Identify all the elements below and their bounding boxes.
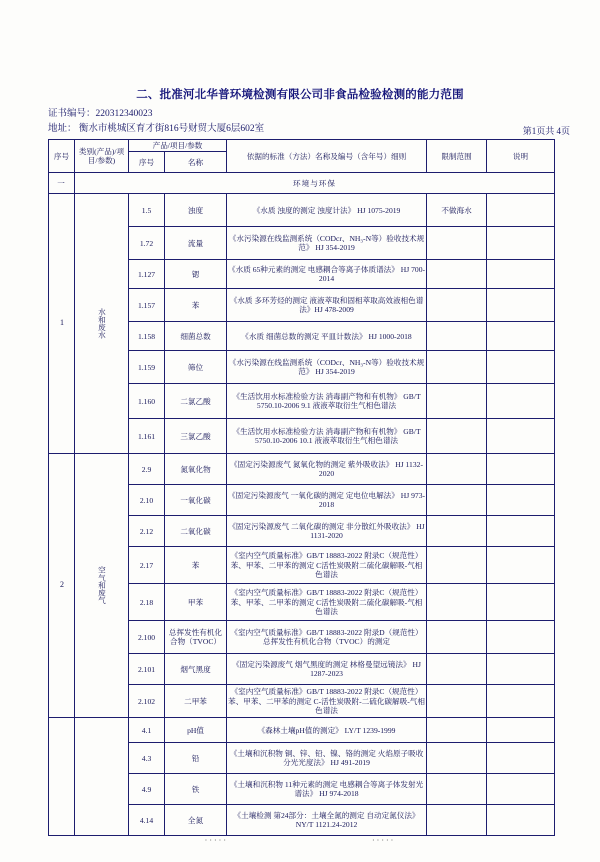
- item-standard: 《水质 细菌总数的测定 平皿计数法》 HJ 1000-2018: [227, 322, 427, 351]
- item-name: 三氯乙酸: [165, 419, 227, 454]
- item-limit: [427, 805, 487, 836]
- item-standard: 《室内空气质量标准》GB/T 18883-2022 附录D（规范性）总挥发性有机化合物（TVOC）的测定: [227, 621, 427, 654]
- item-name: 锶: [165, 260, 227, 289]
- item-note: [487, 227, 555, 260]
- item-standard: 《室内空气质量标准》GB/T 18883-2022 附录C（规范性）苯、甲苯、二甲苯的测定 C活性炭吸附二硫化碳解吸-气相色谱法: [227, 547, 427, 584]
- item-limit: 不做海水: [427, 194, 487, 227]
- header-note: 说明: [487, 140, 555, 173]
- item-standard: 《土壤和沉积物 11种元素的测定 电感耦合等离子体发射光谱法》 HJ 974-2018: [227, 774, 427, 805]
- item-no: 1.72: [129, 227, 165, 260]
- item-name: 浊度: [165, 194, 227, 227]
- item-name: 细菌总数: [165, 322, 227, 351]
- item-name: 二甲苯: [165, 685, 227, 718]
- item-limit: [427, 419, 487, 454]
- item-limit: [427, 260, 487, 289]
- item-standard: 《水污染源在线监测系统（CODcr、NH₃-N等）验收技术规范》 HJ 354-2019: [227, 351, 427, 384]
- item-note: [487, 547, 555, 584]
- item-limit: [427, 584, 487, 621]
- group-category: [75, 454, 129, 718]
- item-limit: [427, 384, 487, 419]
- item-no: 2.17: [129, 547, 165, 584]
- item-no: 4.3: [129, 743, 165, 774]
- item-no: 2.100: [129, 621, 165, 654]
- item-note: [487, 194, 555, 227]
- item-limit: [427, 547, 487, 584]
- header-standard: 依据的标准（方法）名称及编号（含年号）细则: [227, 140, 427, 173]
- item-standard: 《固定污染源废气 一氧化碳的测定 定电位电解法》 HJ 973-2018: [227, 485, 427, 516]
- item-name: 二氧化碳: [165, 516, 227, 547]
- item-note: [487, 289, 555, 322]
- item-standard: 《森林土壤pH值的测定》 LY/T 1239-1999: [227, 718, 427, 743]
- item-name: 铁: [165, 774, 227, 805]
- item-standard: 《土壤检测 第24部分：土壤全氮的测定 自动定氮仪法》 NY/T 1121.24-2012: [227, 805, 427, 836]
- table-row: [49, 194, 555, 227]
- table-header-row: [49, 140, 555, 152]
- header-category: 类别(产品)/项目/参数): [75, 140, 129, 173]
- certificate-number: 证书编号：220312340023: [48, 109, 153, 119]
- header-product-seq: 序号: [129, 152, 165, 173]
- item-note: [487, 351, 555, 384]
- item-no: 2.18: [129, 584, 165, 621]
- item-limit: [427, 454, 487, 485]
- item-no: 1.161: [129, 419, 165, 454]
- item-limit: [427, 621, 487, 654]
- item-standard: 《水质 浊度的测定 浊度计法》 HJ 1075-2019: [227, 194, 427, 227]
- item-note: [487, 774, 555, 805]
- item-no: 1.160: [129, 384, 165, 419]
- item-note: [487, 419, 555, 454]
- item-name: 流量: [165, 227, 227, 260]
- item-no: 1.157: [129, 289, 165, 322]
- item-note: [487, 685, 555, 718]
- item-no: 2.12: [129, 516, 165, 547]
- footer-right-dots: ·····: [372, 836, 396, 845]
- group-seq: [49, 194, 75, 454]
- item-name: pH值: [165, 718, 227, 743]
- item-note: [487, 322, 555, 351]
- item-standard: 《水质 多环芳烃的测定 液液萃取和固相萃取高效液相色谱法》HJ 478-2009: [227, 289, 427, 322]
- item-limit: [427, 322, 487, 351]
- section-dash: 一: [49, 173, 75, 194]
- item-standard: 《固定污染源废气 二氧化碳的测定 非分散红外吸收法》 HJ 1131-2020: [227, 516, 427, 547]
- item-note: [487, 384, 555, 419]
- item-note: [487, 485, 555, 516]
- header-product-group: 产品/项目/参数: [129, 140, 227, 152]
- item-name: 苯: [165, 547, 227, 584]
- item-name: 烟气黑度: [165, 654, 227, 685]
- item-name: 甲苯: [165, 584, 227, 621]
- footer-left-dots: ·····: [204, 836, 228, 845]
- item-limit: [427, 485, 487, 516]
- table-row: [49, 454, 555, 485]
- item-no: 1.159: [129, 351, 165, 384]
- item-note: [487, 621, 555, 654]
- item-no: 2.10: [129, 485, 165, 516]
- item-no: 4.9: [129, 774, 165, 805]
- item-name: 总挥发性有机化合物（TVOC）: [165, 621, 227, 654]
- item-note: [487, 805, 555, 836]
- group-category-text: 水和废水: [97, 307, 107, 338]
- item-no: 1.5: [129, 194, 165, 227]
- item-standard: 《固定污染源废气 烟气黑度的测定 林格曼望远镜法》 HJ 1287-2023: [227, 654, 427, 685]
- item-note: [487, 654, 555, 685]
- item-standard: 《水污染源在线监测系统（CODcr、NH₃-N等）验收技术规范》 HJ 354-2019: [227, 227, 427, 260]
- footer: [0, 836, 600, 845]
- item-standard: 《固定污染源废气 氮氧化物的测定 紫外吸收法》 HJ 1132-2020: [227, 454, 427, 485]
- header-limit: 限制范围: [427, 140, 487, 173]
- group-category: [75, 718, 129, 836]
- page-title: 二、批准河北华普环境检测有限公司非食品检验检测的能力范围: [136, 89, 464, 101]
- item-note: [487, 584, 555, 621]
- item-note: [487, 260, 555, 289]
- page-indicator: 第1页共 4页: [522, 126, 570, 136]
- group-seq: [49, 454, 75, 718]
- item-limit: [427, 718, 487, 743]
- group-seq: [49, 718, 75, 836]
- group-category-text: 空气和废气: [97, 565, 107, 604]
- item-name: 铅: [165, 743, 227, 774]
- item-limit: [427, 774, 487, 805]
- item-standard: 《室内空气质量标准》GB/T 18883-2022 附录C（规范性）苯、甲苯、二甲苯的测定 C-活性炭吸附-二硫化碳解吸-气相色谱法: [227, 685, 427, 718]
- header-seq: 序号: [49, 140, 75, 173]
- item-limit: [427, 654, 487, 685]
- group-category: [75, 194, 129, 454]
- section-row: [49, 173, 555, 194]
- item-note: [487, 454, 555, 485]
- item-no: 2.101: [129, 654, 165, 685]
- item-note: [487, 516, 555, 547]
- item-standard: 《水质 65种元素的测定 电感耦合等离子体质谱法》 HJ 700-2014: [227, 260, 427, 289]
- item-standard: 《生活饮用水标准检验方法 消毒副产物和有机物》 GB/T 5750.10-2006 9.1 液液萃取衍生气相色谱法: [227, 384, 427, 419]
- item-standard: 《生活饮用水标准检验方法 消毒副产物和有机物》 GB/T 5750.10-2006 10.1 液液萃取衍生气相色谱法: [227, 419, 427, 454]
- section-title: 环境与环保: [75, 173, 555, 194]
- item-no: 4.1: [129, 718, 165, 743]
- item-name: 一氧化碳: [165, 485, 227, 516]
- table-row: [49, 718, 555, 743]
- item-no: 4.14: [129, 805, 165, 836]
- item-name: 苯: [165, 289, 227, 322]
- item-standard: 《土壤和沉积物 铜、锌、铅、镍、铬的测定 火焰原子吸收分光光度法》 HJ 491-2019: [227, 743, 427, 774]
- capability-scope-table: [48, 139, 555, 836]
- item-note: [487, 718, 555, 743]
- item-name: 氮氧化物: [165, 454, 227, 485]
- item-name: 筛位: [165, 351, 227, 384]
- item-limit: [427, 516, 487, 547]
- group-seq-text: 1: [57, 317, 67, 328]
- item-limit: [427, 351, 487, 384]
- item-name: 全氮: [165, 805, 227, 836]
- group-seq-text: 2: [57, 579, 67, 590]
- item-no: 2.9: [129, 454, 165, 485]
- company-address: 地址： 衡水市桃城区育才街816号财贸大厦6层602室: [48, 124, 265, 134]
- item-limit: [427, 289, 487, 322]
- table-body: [49, 173, 555, 836]
- item-note: [487, 743, 555, 774]
- item-no: 1.158: [129, 322, 165, 351]
- item-limit: [427, 743, 487, 774]
- item-limit: [427, 227, 487, 260]
- item-name: 二氯乙酸: [165, 384, 227, 419]
- header-product-name: 名称: [165, 152, 227, 173]
- item-no: 1.127: [129, 260, 165, 289]
- item-no: 2.102: [129, 685, 165, 718]
- item-standard: 《室内空气质量标准》GB/T 18883-2022 附录C（规范性）苯、甲苯、二甲苯的测定 C活性炭吸附二硫化碳解吸-气相色谱法: [227, 584, 427, 621]
- item-limit: [427, 685, 487, 718]
